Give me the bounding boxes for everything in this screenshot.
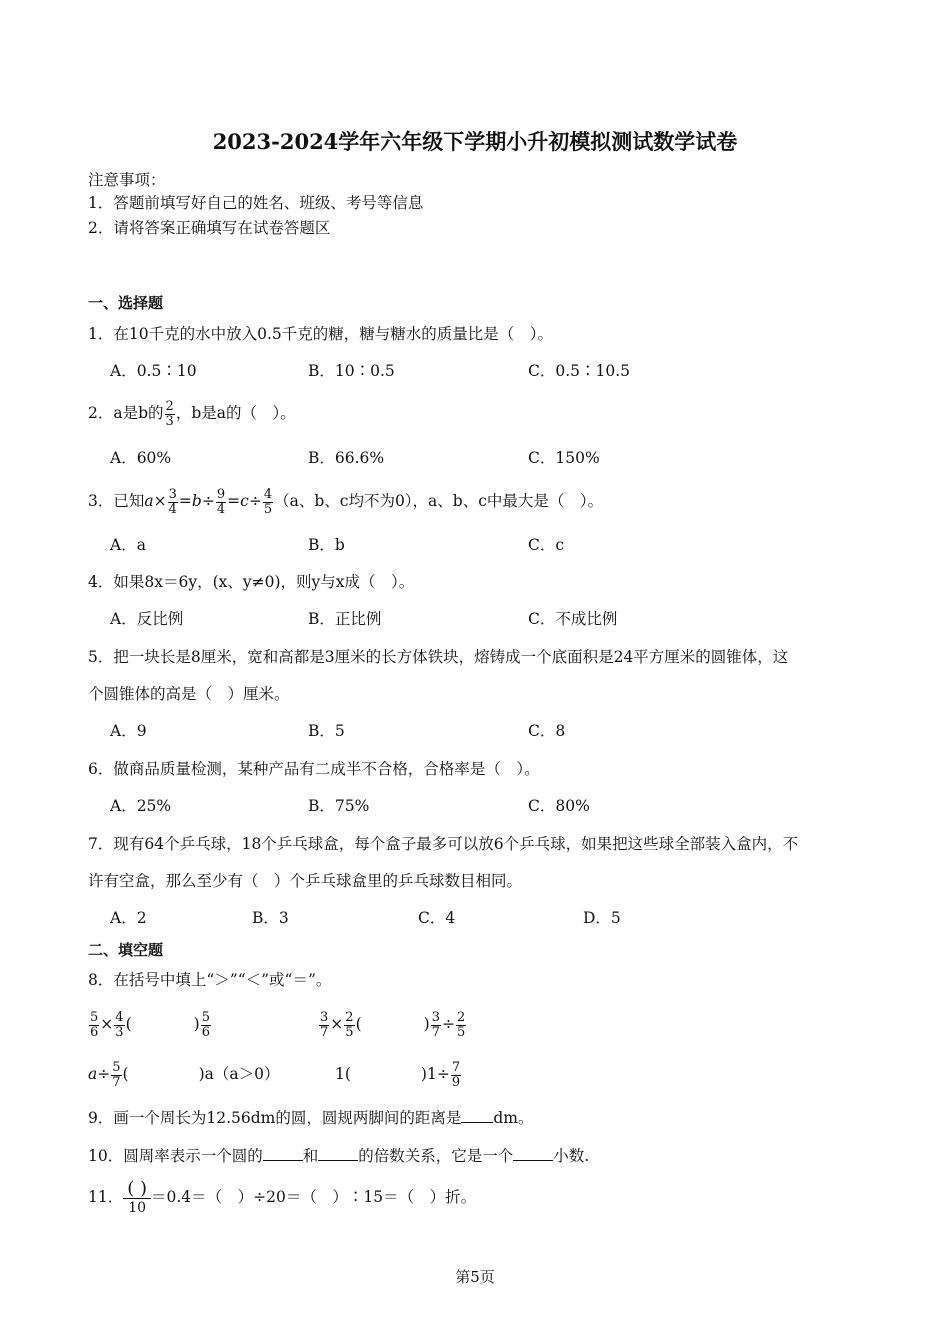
- question-4: 4．如果8x＝6y，(x、y≠0)，则y与x成（ ）。: [88, 573, 415, 591]
- question-2: [88, 396, 296, 430]
- q8-expression-1: $\frac{5}{6}$ × $\frac{4}{3}$ ( ) $\frac{5}{6}$: [90, 1009, 210, 1040]
- q8-expression-2: $\frac{3}{7}$ × $\frac{2}{5}$ ( ) $\frac{3}{7}$ ÷ $\frac{2}{5}$: [320, 1009, 466, 1040]
- page-title: 2023-2024学年六年级下学期小升初模拟测试数学试卷: [212, 129, 738, 154]
- question-7-line-2: 许有空盒，那么至少有（ ）个乒乓球盒里的乒乓球数目相同。: [88, 872, 523, 890]
- q1-option-b: B．10∶0.5: [308, 362, 395, 380]
- q3-fraction-3: $\frac{4}{5}$: [263, 486, 273, 517]
- q3-option-c: C．c: [528, 536, 565, 554]
- q6-option-b: B．75%: [308, 797, 370, 815]
- q8-expression-4: 1( )1÷ $\frac{7}{9}$: [335, 1059, 461, 1090]
- q1-option-c: C．0.5∶10.5: [528, 362, 631, 380]
- q7-option-a: A．2: [110, 909, 147, 927]
- q5-option-b: B．5: [308, 722, 345, 740]
- q6-option-a: A．25%: [110, 797, 172, 815]
- q4-option-a: A．反比例: [110, 610, 184, 628]
- question-5-line-2: 个圆锥体的高是（ ）厘米。: [88, 685, 290, 703]
- note-item-1: 1．答题前填写好自己的姓名、班级、考号等信息: [88, 194, 424, 212]
- question-1: 1．在10千克的水中放入0.5千克的糖，糖与糖水的质量比是（ ）。: [88, 325, 553, 343]
- q7-option-c: C．4: [418, 909, 456, 927]
- q2-option-c: C．150%: [528, 449, 600, 467]
- notes-heading: 注意事项：: [88, 171, 166, 189]
- page-number: 第5页: [455, 1268, 495, 1286]
- question-9: 9．画一个周长为12.56dm的圆，圆规两脚间的距离是 dm。: [88, 1109, 534, 1127]
- question-7-line-1: 7．现有64个乒乓球，18个乒乓球盒，每个盒子最多可以放6个乒乓球，如果把这些球全部装入盒内，不: [88, 835, 799, 853]
- q3-fraction-2: $\frac{9}{4}$: [216, 486, 226, 517]
- question-6: 6．做商品质量检测，某种产品有二成半不合格，合格率是（ ）。: [88, 760, 540, 778]
- question-5-line-1: 5．把一块长是8厘米，宽和高都是3厘米的长方体铁块，熔铸成一个底面积是24平方厘米的圆锥体，这: [88, 648, 789, 666]
- q4-option-b: B．正比例: [308, 610, 382, 628]
- q5-option-c: C．8: [528, 722, 566, 740]
- q7-option-d: D．5: [583, 909, 621, 927]
- section-heading-fill: 二、填空题: [88, 941, 164, 959]
- q8-expression-3: a÷ $\frac{5}{7}$ ( )a（a＞0）: [88, 1059, 280, 1090]
- question-8: 8．在括号中填上“＞”“＜”或“＝”。: [88, 971, 332, 989]
- q3-fraction-1: $\frac{3}{4}$: [168, 486, 177, 517]
- question-11: 11． ( ) 10 ＝0.4＝（ ）÷20＝（ ）∶15＝（ ）折。: [88, 1177, 477, 1216]
- q2-option-a: A．60%: [110, 449, 172, 467]
- q2-suffix: ，b是a的（ ）。: [175, 404, 296, 422]
- q10-answer-blank-2[interactable]: [318, 1146, 358, 1161]
- q5-option-a: A．9: [110, 722, 147, 740]
- q2-option-b: B．66.6%: [308, 449, 385, 467]
- q3-option-a: A．a: [110, 536, 146, 554]
- q3-option-b: B．b: [308, 536, 345, 554]
- q11-fraction: ( ) 10: [123, 1180, 151, 1217]
- q10-answer-blank-1[interactable]: [263, 1146, 303, 1161]
- q4-option-c: C．不成比例: [528, 610, 618, 628]
- question-10: 10．圆周率表示一个圆的 和 的倍数关系，它是一个 小数.: [88, 1147, 590, 1165]
- section-heading-choice: 一、选择题: [88, 294, 164, 312]
- q2-fraction: $\frac{2}{3}$: [165, 398, 174, 429]
- q10-answer-blank-3[interactable]: [513, 1146, 553, 1161]
- q6-option-c: C．80%: [528, 797, 590, 815]
- q7-option-b: B．3: [252, 909, 289, 927]
- q9-answer-blank[interactable]: [461, 1108, 493, 1123]
- note-item-2: 2．请将答案正确填写在试卷答题区: [88, 219, 331, 237]
- question-3: 3．已知a× $\frac{3}{4}$ =b÷ $\frac{9}{4}$ =c÷ $\frac{4}{5}$ （a、b、c均不为0），a、b、c中最大是（ ）。: [88, 486, 604, 517]
- q1-option-a: A．0.5∶10: [110, 362, 197, 380]
- q2-prefix: 2．a是b的: [88, 404, 164, 422]
